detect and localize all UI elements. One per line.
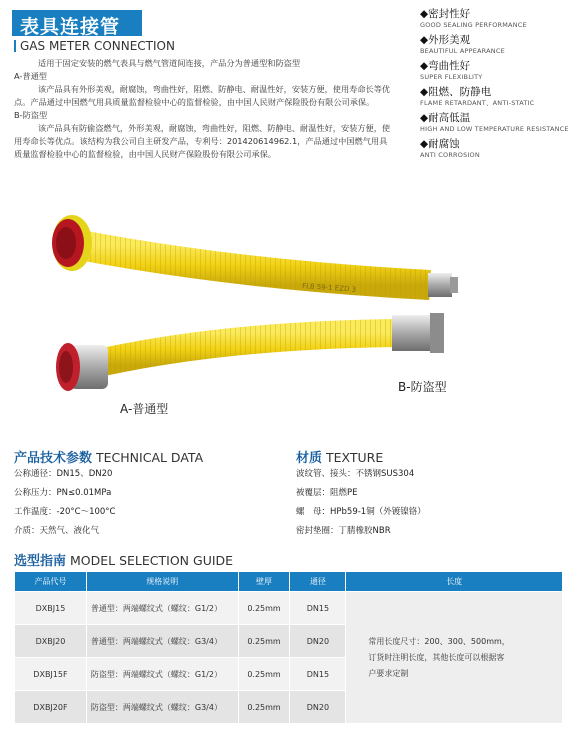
feature-item: [420, 8, 570, 29]
tech-data-list: [14, 465, 115, 541]
cell-code: DXBJ15F: [15, 658, 87, 691]
feature-en: GOOD SEALING PERFORMANCE: [420, 21, 527, 29]
hose-b: [56, 313, 444, 391]
selection-title-cn: 选型指南: [14, 554, 67, 569]
cell-wall: 0.25mm: [238, 592, 290, 625]
label-type-a: A-普通型: [120, 402, 169, 416]
col-header-length: 长度: [346, 572, 563, 592]
hose-b-fitting: [392, 313, 444, 353]
length-note-line: 常用长度尺寸：200、300、500mm，: [368, 636, 510, 646]
tech-item: 公称压力：PN≤0.01MPa: [14, 488, 112, 498]
texture-title-en: TEXTURE: [326, 450, 384, 465]
feature-cn: ◆耐高低温: [420, 112, 471, 124]
selection-title-en: MODEL SELECTION GUIDE: [70, 553, 234, 568]
title-bar: [12, 10, 142, 36]
cell-code: DXBJ15: [15, 592, 87, 625]
feature-en: FLAME RETARDANT、ANTI-STATIC: [420, 99, 535, 107]
feature-en: HIGH AND LOW TEMPERATURE RESISTANCE: [420, 125, 569, 133]
feature-item: [420, 138, 570, 159]
feature-item: [420, 34, 570, 55]
selection-guide-title: [14, 550, 233, 569]
feature-en: SUPER FLEXIBLITY: [420, 73, 483, 81]
subtitle-divider: [14, 40, 16, 52]
cell-spec: 普通型：两端螺纹式（螺纹：G1/2）: [86, 592, 238, 625]
subtitle-text: GAS METER CONNECTION: [20, 39, 175, 53]
cell-spec: 防盗型：两端螺纹式（螺纹：G1/2）: [86, 658, 238, 691]
texture-list: [296, 465, 426, 541]
cell-length-note: [346, 592, 563, 724]
cell-spec: 普通型：两端螺纹式（螺纹：G3/4）: [86, 625, 238, 658]
feature-item: [420, 86, 570, 107]
length-note-line: 户要求定制: [368, 668, 409, 678]
cell-code: DXBJ20: [15, 625, 87, 658]
cell-spec: 防盗型：两端螺纹式（螺纹：G3/4）: [86, 691, 238, 724]
intro-text: [14, 57, 394, 161]
feature-cn: ◆外形美观: [420, 34, 471, 46]
feature-en: ANTI CORROSION: [420, 151, 480, 159]
tech-title-en: TECHNICAL DATA: [96, 450, 204, 465]
col-header-code: 产品代号: [15, 572, 87, 592]
tech-title-cn: 产品技术参数: [14, 451, 93, 466]
tech-item: 介质：天然气、液化气: [14, 526, 100, 536]
cell-bore: DN15: [290, 658, 346, 691]
feature-en: BEAUTIFUL APPEARANCE: [420, 47, 505, 55]
feature-list: [420, 8, 570, 164]
cell-bore: DN15: [290, 592, 346, 625]
texture-title-cn: 材质: [296, 451, 323, 466]
type-a-description: 该产品具有外形美观，耐腐蚀，弯曲性好，阻燃、防静电、耐温性好，安装方便，使用寿命长等优点。产品通过中国燃气用具质量监督检验中心的监督检验，由中国人民财产保险股份有限公司承保。: [14, 84, 391, 107]
type-b-description: 该产品具有防偷盗燃气，外形美观，耐腐蚀，弯曲性好，阻燃、防静电、耐温性好，安装方便，使用寿命长等优点。该结构为我公司自主研发产品，专利号：201420614962.1，产品通过中国燃气用具质量监督检验中心的监督检验，由中国人民财产保险股份有限公司承保。: [14, 123, 391, 159]
texture-item: 波纹管、接头：不锈钢SUS304: [296, 469, 415, 479]
feature-item: [420, 112, 570, 133]
selection-table: [14, 571, 563, 724]
label-type-b: B-防盗型: [398, 380, 447, 394]
cell-bore: DN20: [290, 625, 346, 658]
feature-cn: ◆弯曲性好: [420, 60, 471, 72]
table-header-row: [15, 572, 563, 592]
cell-bore: DN20: [290, 691, 346, 724]
col-header-wall: 壁厚: [238, 572, 290, 592]
type-b-heading: B-防盗型: [14, 110, 48, 120]
col-header-bore: 通径: [290, 572, 346, 592]
type-a-heading: A-普通型: [14, 71, 47, 81]
feature-cn: ◆阻燃、防静电: [420, 86, 492, 98]
feature-item: [420, 60, 570, 81]
tech-data-title: [14, 447, 203, 466]
texture-item: 被覆层：阻燃PE: [296, 488, 358, 498]
feature-cn: ◆密封性好: [420, 8, 471, 20]
col-header-spec: 规格说明: [86, 572, 238, 592]
hose-print-text: FL8 59-1 EZD 3: [301, 282, 357, 294]
texture-item: 密封垫圈：丁腈橡胶NBR: [296, 526, 391, 536]
hose-a-cap: [52, 215, 92, 271]
table-row: [15, 592, 563, 625]
hose-b-nut: [56, 343, 108, 391]
intro-line1: 适用于固定安装的燃气表具与燃气管道间连接，产品分为普通型和防盗型: [38, 58, 301, 68]
page-title: 表具连接管: [20, 16, 121, 38]
length-note-line: 订货时注明长度，其他长度可以根据客: [368, 652, 505, 662]
hose-a-fitting: [428, 273, 452, 297]
feature-cn: ◆耐腐蚀: [420, 138, 460, 150]
tech-item: 工作温度：-20°C～100°C: [14, 507, 116, 517]
texture-title: [296, 447, 383, 466]
cell-wall: 0.25mm: [238, 625, 290, 658]
texture-item: 螺 母：HPb59-1铜（外镀镍铬）: [296, 507, 426, 517]
cell-wall: 0.25mm: [238, 691, 290, 724]
cell-wall: 0.25mm: [238, 658, 290, 691]
tech-item: 公称通径：DN15、DN20: [14, 469, 113, 479]
page-subtitle: [14, 39, 175, 53]
cell-code: DXBJ20F: [15, 691, 87, 724]
hose-a: [52, 215, 458, 297]
